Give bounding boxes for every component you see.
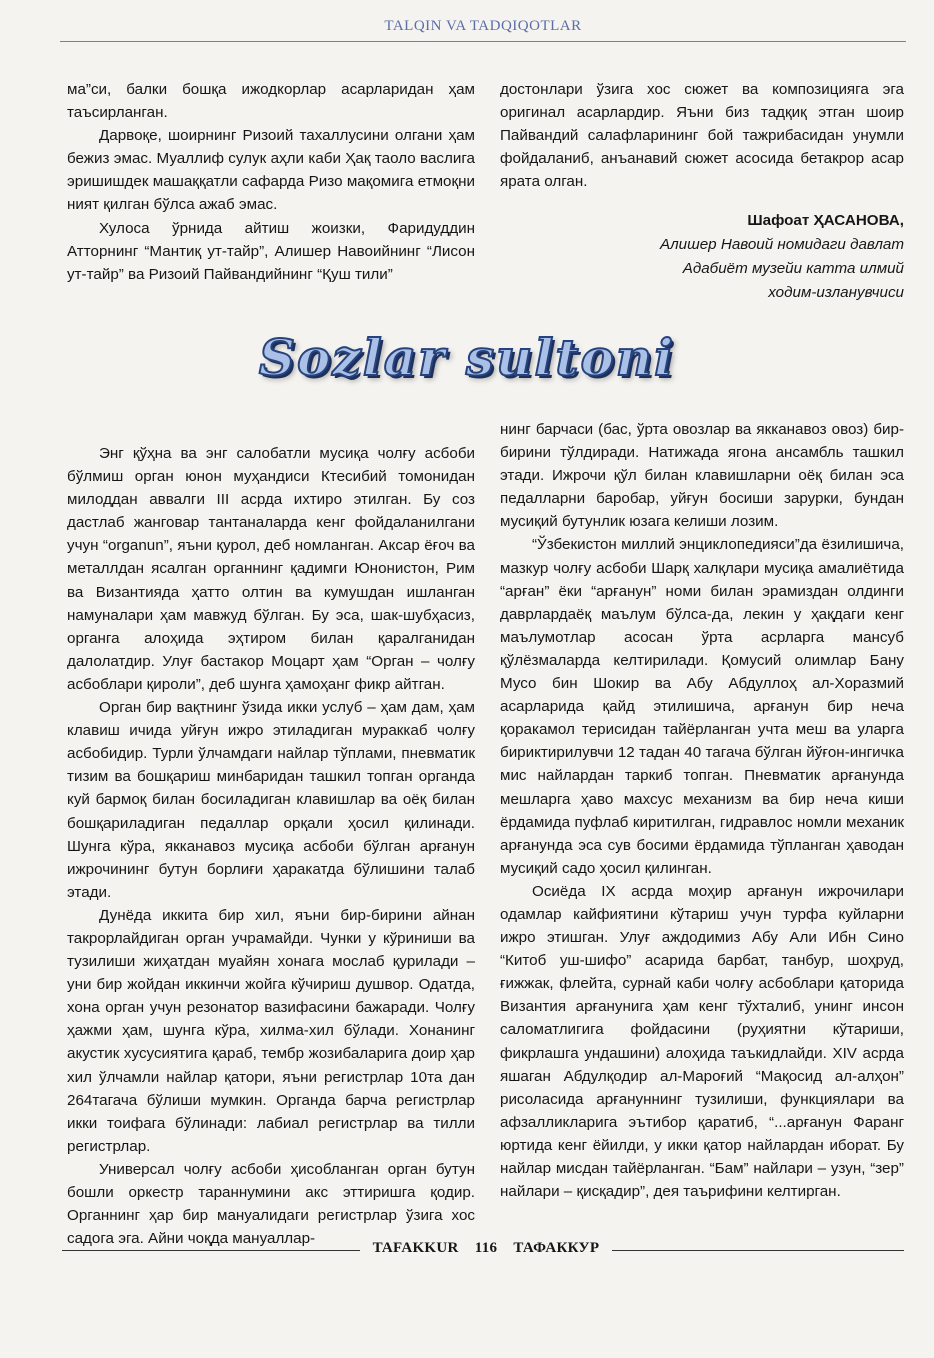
column-right-top [500,78,904,193]
paragraph: “Ўзбекистон миллий энциклопедияси”да ёзилишича, мазкур чолғу асбоби Шарқ халқлари мусиқа амалиётида “арған” ёки “арғанун” номи билан эрамиздан олдинги даврлардаёқ маълум бўлса-да, лекин у ҳақдаги кенг маълумотлар асосан ўрта асрларга мансуб қўлёзмаларда келтирилади. Қомусий олимлар Бану Мусо бин Шокир ва Абу Абдуллоҳ ал-Хоразмий асарларида қайд этилишича, арғанун бир неча қоракамол терисидан тайёрланган учта меш ва уларга бириктирилувчи 12 тадан 40 тагача бўлган йўғон-ингичка мис найлардан таркиб топган. Пневматик арғанунда мешларга ҳаво махсус механизм ва бир неча киши ёрдамида пуфлаб киритилган, гидравлос номли механик арғанунда эса сув босими ёрдамида тўпланган ҳаводан мусиқий садо ҳосил қилинган. [500,536,904,877]
paragraph: Энг қўҳна ва энг салобатли мусиқа чолғу асбоби бўлмиш орган юнон муҳандиси Ктесибий томонидан милоддан аввалги III асрда ихтиро этилган. Бу соз дастлаб жанговар тантаналарда кенг фойдаланилгани учун “organun”, яъни қурол, деб номланган. Аксар ёғоч ва металлдан ясалган органнинг қадимги Юнонистон, Рим ва Византияда ҳатто олтин ва кумушдан ишланган намуналари ҳам мавжуд бўлган. Бу эса, шак-шубҳасиз, органга алоҳида эҳтиром билан қаралганидан далолатдир. Улуғ бастакор Моцарт ҳам “Орган – чолғу асбоблари қироли”, деб шунга ҳамоҳанг фикр айтган. [67,445,475,693]
paragraph: Универсал чолғу асбоби ҳисобланган орган бутун бошли оркестр тараннумини акс эттиришга қодир. Органнинг ҳар бир мануалидаги регистрлар ўзига хос садога эга. Айни чоқда мануаллар- [67,1160,475,1248]
page-number: 116 [474,1240,498,1256]
author-name: Шафоат ҲАСАНОВА, [747,212,904,229]
column-left-top [67,78,475,286]
footer-magazine-cyrillic: ТАФАККУР [513,1240,600,1256]
article-title-banner: Sozlar sultoni [258,328,676,387]
paragraph: Орган бир вақтнинг ўзида икки услуб – ҳам дам, ҳам клавиш ичида уйғун ижро этиладиган мураккаб чолғу асбобидир. Турли ўлчамдаги найлар тўплами, пневматик тизим ва бошқариш минбаридан ташкил топган органда куй бармоқ билан босиладиган клавишлар ва оёқ билан бошқариладиган педаллар орқали ҳосил қилинади. Шунга кўра, якканавоз мусиқа асбоби бўлган арғанун ижрочининг бутун борлиғи ҳаракатда бўлишини талаб этади. [67,699,475,901]
header-rule [60,41,906,42]
author-affiliation: Адабиёт музейи катта илмий [682,260,904,277]
author-affiliation: Алишер Навоий номидаги давлат [659,236,904,253]
footer-text [360,1240,612,1257]
page-footer [62,1240,904,1262]
running-header: TALQIN VA TADQIQOTLAR [384,18,582,34]
author-signature [500,209,904,305]
paragraph: Осиёда IX асрда моҳир арғанун ижрочилари одамлар кайфиятини кўтариш учун турфа куйларни ижро этишган. Улуғ аждодимиз Абу Али Ибн Сино “Китоб уш-шифо” асарида барбат, танбур, шоҳруд, ғижжак, флейта, сурнай каби чолғу асбоблари қаторида Византия арғанунига ҳам кенг тўхталиб, унинг инсон саломатлигига фойдасини (руҳиятни кўтариши, фикрлашга ундашини) алоҳида таъкидлайди. XIV асрда яшаган Абдулқодир ал-Марoғий “Мақосид ал-алҳон” рисоласида арғануннинг тузилиши, функциялари ва афзалликларига эътибор қаратиб, “...арғанун Фаранг юртида кенг ёйилди, у икки қатор найлардан иборат. Бу найлар мисдан тайёрланган. “Бам” найлари – узун, “зер” найлари – қисқадир”, дея таърифини келтирган. [500,882,904,1201]
paragraph: достонлари ўзига хос сюжет ва композицияга эга оригинал асарлардир. Яъни биз тадқиқ этган шоир Пайвандий салафларининг бой тажрибасидан унумли фойдаланиб, анъанавий сюжет асосида бетакрор асар ярата олган. [500,81,904,191]
paragraph: Дунёда иккита бир хил, яъни бир-бирини айнан такрорлайдиган орган учрамайди. Чунки у кўриниши ва тузилиши жиҳатдан муайян хонага мослаб қурилади – уни бир жойдан иккинчи жойга кўчириш душвор. Одатда, хона орган учун резонатор вазифасини бажаради. Чолғу ҳажми ҳам, шунга кўра, хилма-хил бўлади. Хонанинг акустик хусусиятига қараб, тембр жозибаларига доир ҳар хил ўлчамли найлар қатори, яъни регистрлар 10та дан 264тагача бўлиши мумкин. Органда барча регистрлар икки тоифага бўлинади: лабиал регистрлар ва тилли регистрлар. [67,906,475,1155]
footer-magazine-latin: TAFAKKUR [372,1240,459,1256]
paragraph: Дарвоқе, шоирнинг Ризоий тахаллусини олгани ҳам бежиз эмас. Муаллиф сулук аҳли каби Ҳақ таоло васлига эришишдек машаққатли сафарда Ризо мақомига етмоқни ният қилган бўлса ажаб эмас. [67,127,475,214]
column-left-bottom [67,442,475,1250]
paragraph: ма”си, балки бошқа ижодкорлар асарларидан ҳам таъсирланган. [67,81,475,122]
author-affiliation: ходим-изланувчиси [768,284,904,301]
paragraph: Хулоса ўрнида айтиш жоизки, Фаридуддин Атторнинг “Мантиқ ут-тайр”, Алишер Навоийнинг “Лисон ут-тайр” ва Ризоий Пайвандийнинг “Қуш тили” [67,219,475,283]
column-right-bottom [500,418,904,1203]
footer-rule-left [62,1250,360,1251]
footer-rule-right [612,1250,904,1251]
paragraph: нинг барчаси (бас, ўрта овозлар ва якканавоз овоз) бир-бирини тўлдиради. Натижада ягона ансамбль ташкил этади. Ижрочи қўл билан клавишларни оёқ билан эса педалларни баробар, уйғун босиши зарурки, бундан мусиқий бутунлик юзага келиши лозим. [500,421,904,531]
